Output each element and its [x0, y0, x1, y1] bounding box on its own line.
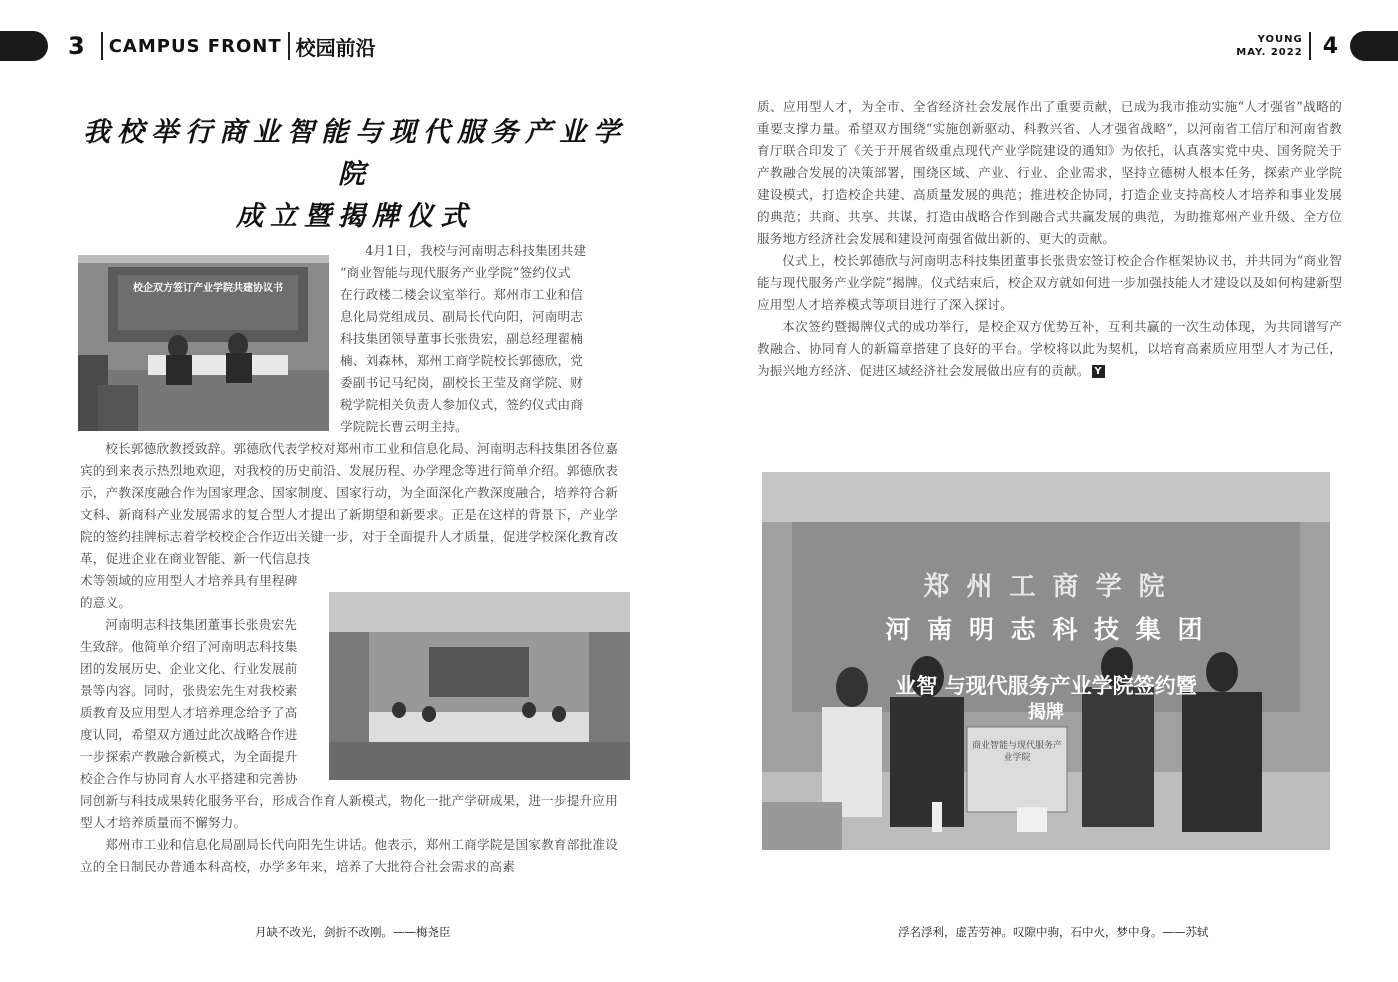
magazine-name: YOUNG: [1257, 34, 1303, 45]
paragraph-6: [757, 316, 1342, 382]
p1-line: 在行政楼二楼会议室举行。郑州市工业和信: [340, 287, 584, 302]
p3-line: 一步探索产教融合新模式，为全面提升: [80, 749, 298, 764]
photo3-banner-line-2: 河 南 明 志 科 技 集 团: [885, 615, 1207, 644]
page-tab-left: [0, 31, 48, 61]
p3-line: 团的发展历史、企业文化、行业发展前: [80, 661, 298, 676]
p1-line: 委副书记马纪岗，副校长王莹及商学院、财: [340, 375, 584, 390]
section-title-en: CAMPUS FRONT: [108, 35, 282, 57]
footer-quote-right: 浮名浮利，虚苦劳神。叹隙中驹，石中火，梦中身。——苏轼: [898, 925, 1209, 939]
photo1-banner-text: 校企双方签订产业学院共建协议书: [133, 283, 283, 294]
header-right: [1236, 30, 1338, 62]
photo3-banner-line-4: 揭牌: [1028, 702, 1064, 723]
photo-meeting-room: [329, 592, 630, 780]
header-divider: [101, 32, 103, 60]
paragraph-4: 郑州市工业和信息化局副局长代向阳先生讲话。他表示，郑州工商学院是国家教育部批准设立的全日制民办普通本科高校，办学多年来，培养了大批符合社会需求的高素: [80, 837, 618, 874]
title-line-1: 我校举行商业智能与现代服务产业学院: [83, 117, 627, 190]
p3-line: 生致辞。他简单介绍了河南明志科技集: [80, 639, 298, 654]
p6-text: 本次签约暨揭牌仪式的成功举行，是校企双方优势互补，互利共赢的一次生动体现，为共同谱写产教融合、协同育人的新篇章搭建了良好的平台。学校将以此为契机，以培育高素质应用型人才为己任，为振兴地方经济、促进区域经济社会发展做出应有的贡献。: [757, 319, 1342, 378]
p3-line: 校企合作与协同育人水平搭建和完善协: [80, 771, 298, 786]
plaque-text: 商业智能与现代服务产业学院: [972, 741, 1063, 763]
p3-line: 河南明志科技集团董事长张贵宏先: [105, 617, 298, 632]
photo-meeting-room-graphic: [329, 592, 630, 780]
left-page-number: 3: [68, 32, 85, 60]
issue-info: [1236, 33, 1302, 59]
p1-line: 税学院相关负责人参加仪式，签约仪式由商: [340, 397, 584, 412]
paragraph-5: 仪式上，校长郭德欣与河南明志科技集团董事长张贵宏签订校企合作框架协议书，并共同为“商业智能与现代服务产业学院”揭牌。仪式结束后，校企双方就如何进一步加强技能人才建设以及如何构建新型应用型人才培养模式等项目进行了深入探讨。: [757, 253, 1342, 312]
p2-tail-2: 的意义。: [80, 595, 132, 610]
photo-signing-ceremony: [78, 255, 329, 431]
photo-unveiling-graphic: [762, 472, 1330, 850]
p1-line: 息化局党组成员、副局长代向阳，河南明志: [340, 309, 584, 324]
p3-line: 度认同，希望双方通过此次战略合作进: [80, 727, 298, 742]
p3-line: 质教育及应用型人才培养理念给予了高: [80, 705, 298, 720]
paragraph-3-tail: [80, 790, 618, 878]
right-page-number: 4: [1322, 33, 1338, 59]
p3-line: 景等内容。同时，张贵宏先生对我校素: [80, 683, 298, 698]
p2-tail-1: 术等领域的应用型人才培养具有里程碑: [80, 573, 298, 588]
right-column: [757, 96, 1342, 382]
photo-unveiling: [762, 472, 1330, 850]
footer-quote-left: 月缺不改光，剑折不改刚。——梅尧臣: [255, 925, 451, 939]
issue-date: MAY. 2022: [1236, 47, 1303, 58]
header-divider: [288, 32, 290, 60]
paragraph-3: [80, 614, 325, 790]
p4-continued: 质、应用型人才，为全市、全省经济社会发展作出了重要贡献，已成为我市推动实施“人才强省”战略的重要支撑力量。希望双方围绕“实施创新驱动、科教兴省、人才强省战略”，以河南省工信厅和河南省教育厅联合印发了《关于开展省级重点现代产业学院建设的通知》为依托，认真落实党中央、国务院关于产教融合发展的决策部署，围绕区域、产业、行业、企业需求，坚持立德树人根本任务，探索产业学院建设模式，打造校企共建、高质量发展的典范；推进校企协同，打造企业支持高校人才培养和事业发展的典范；共商、共享、共谋，打造由战略合作到融合式共赢发展的典范，为助推郑州产业升级、全方位服务地方经济社会发展和建设河南强省做出新的、更大的贡献。: [757, 99, 1342, 246]
p3-tail-text: 同创新与科技成果转化服务平台，形成合作育人新模式，物化一批产学研成果，进一步提升应用型人才培养质量而不懈努力。: [80, 793, 618, 830]
photo3-banner-line-1: 郑 州 工 商 学 院: [923, 572, 1169, 602]
title-line-2: 成立暨揭牌仪式: [236, 201, 474, 232]
p1-line: 学院院长曹云明主持。: [340, 419, 468, 434]
section-title-cn: 校园前沿: [295, 35, 376, 60]
page-tab-right: [1350, 31, 1398, 61]
paragraph-2: [80, 438, 618, 614]
article-title: [80, 112, 630, 238]
p1-line: 楠、刘森林，郑州工商学院校长郭德欣，党: [340, 353, 584, 368]
p1-line: 4月1日，我校与河南明志科技集团共建: [365, 243, 587, 258]
p1-line: “商业智能与现代服务产业学院”签约仪式: [340, 265, 571, 280]
p2-main: 校长郭德欣教授致辞。郭德欣代表学校对郑州市工业和信息化局、河南明志科技集团各位嘉宾的到来表示热烈地欢迎，对我校的历史前沿、发展历程、办学理念等进行简单介绍。郭德欣表示，产教深度融合作为国家理念、国家制度、国家行动，为全面深化产教深度融合，培养符合新文科、新商科产业发展需求的复合型人才提出了新期望和新要求。正是在这样的背景下，产业学院的签约挂牌标志着学校校企合作迈出关键一步，对于全面提升人才质量，促进学校深化教育改革，促进企业在商业智能、新一代信息技: [80, 441, 618, 566]
p1-line: 科技集团领导董事长张贵宏，副总经理翟楠: [340, 331, 584, 346]
header-left: [68, 30, 376, 62]
paragraph-1: [340, 240, 618, 438]
photo3-banner-line-3: 业智 与现代服务产业学院签约暨: [895, 674, 1197, 698]
header-divider: [1309, 32, 1311, 60]
end-mark: Y: [1092, 365, 1105, 378]
